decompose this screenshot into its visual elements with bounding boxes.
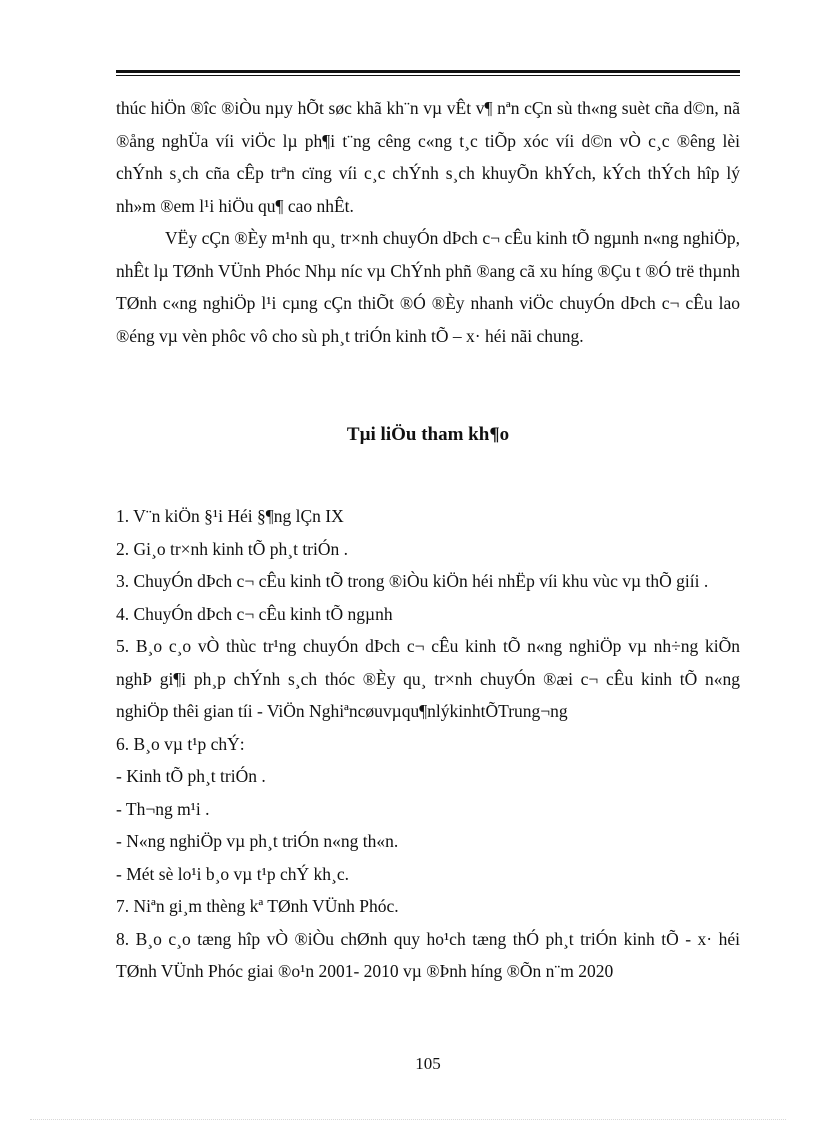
reference-item: 5. B¸o c¸o vÒ thùc tr¹ng chuyÓn dÞch c¬ cÊu kinh tÕ n«ng nghiÖp vµ nh÷ng kiÕn nghÞ gi¶i ph¸p chÝnh s¸ch thóc ®Èy qu¸ tr×nh chuyÓn ®æi c¬ cÊu kinh tÕ n«ng nghiÖp thêi gian tíi - ViÖn Nghiªncøuvµqu¶nlýkinhtÕTrung¬ng (116, 636, 740, 721)
reference-item: 4. ChuyÓn dÞch c¬ cÊu kinh tÕ ngµnh (116, 603, 393, 624)
reference-item: - Th¬ng m¹i . (116, 798, 210, 819)
reference-item: - N«ng nghiÖp vµ ph¸t triÓn n«ng th«n. (116, 831, 399, 851)
body-paragraph-1: thúc hiÖn ®îc ®iÒu nµy hÕt søc khã kh¨n vµ vÊt v¶ nªn cÇn sù th«ng suèt cña d©n, nã ®ång nghÜa víi viÖc lµ ph¶i t¨ng cêng c«ng t¸c tiÕp xóc víi d©n vÒ c¸c ®êng lèi chÝnh s¸ch cña cÊp trªn cïng víi c¸c chÝnh s¸ch khuyÕn khÝch, kÝch thÝch hîp lý nh»m ®em l¹i hiÖu qu¶ cao nhÊt. (116, 98, 740, 216)
reference-item: - Kinh tÕ ph¸t triÓn . (116, 766, 266, 786)
reference-item: 8. B¸o c¸o tæng hîp vÒ ®iÒu chØnh quy ho¹ch tæng thÓ ph¸t triÓn kinh tÕ - x· héi TØnh VÜnh Phóc giai ®o¹n 2001- 2010 vµ ®Þnh híng ®Õn n¨m 2020 (116, 928, 740, 981)
page-number: 105 (415, 1054, 441, 1073)
references-heading: Tµi liÖu tham kh¶o (346, 424, 510, 445)
reference-item: 6. B¸o vµ t¹p chÝ: (116, 733, 245, 754)
reference-item: 2. Gi¸o tr×nh kinh tÕ ph¸t triÓn . (116, 538, 349, 559)
header-rule-thin (116, 75, 740, 76)
reference-item: 3. ChuyÓn dÞch c¬ cÊu kinh tÕ trong ®iÒu kiÖn héi nhËp víi khu vùc vµ thÕ giíi . (116, 571, 709, 591)
body-paragraph-2: VËy cÇn ®Èy m¹nh qu¸ tr×nh chuyÓn dÞch c¬ cÊu kinh tÕ ngµnh n«ng nghiÖp, nhÊt lµ TØnh VÜnh Phóc Nhµ níc vµ ChÝnh phñ ®ang cã xu híng ®Çu t ®Ó trë thµnh TØnh c«ng nghiÖp l¹i cµng cÇn thiÕt ®Ó ®Èy nhanh viÖc chuyÓn dÞch c¬ cÊu lao ®éng vµ vèn phôc vô cho sù ph¸t triÓn kinh tÕ – x· héi nãi chung. (116, 228, 740, 346)
reference-item: 1. V¨n kiÖn §¹i Héi §¶ng lÇn IX (116, 506, 344, 526)
reference-item: 7. Niªn gi¸m thèng kª TØnh VÜnh Phóc. (116, 896, 399, 916)
header-rule (116, 70, 740, 73)
reference-item: - Mét sè lo¹i b¸o vµ t¹p chÝ kh¸c. (116, 863, 349, 884)
page-bottom-border (30, 1119, 786, 1120)
references-list (116, 500, 740, 988)
